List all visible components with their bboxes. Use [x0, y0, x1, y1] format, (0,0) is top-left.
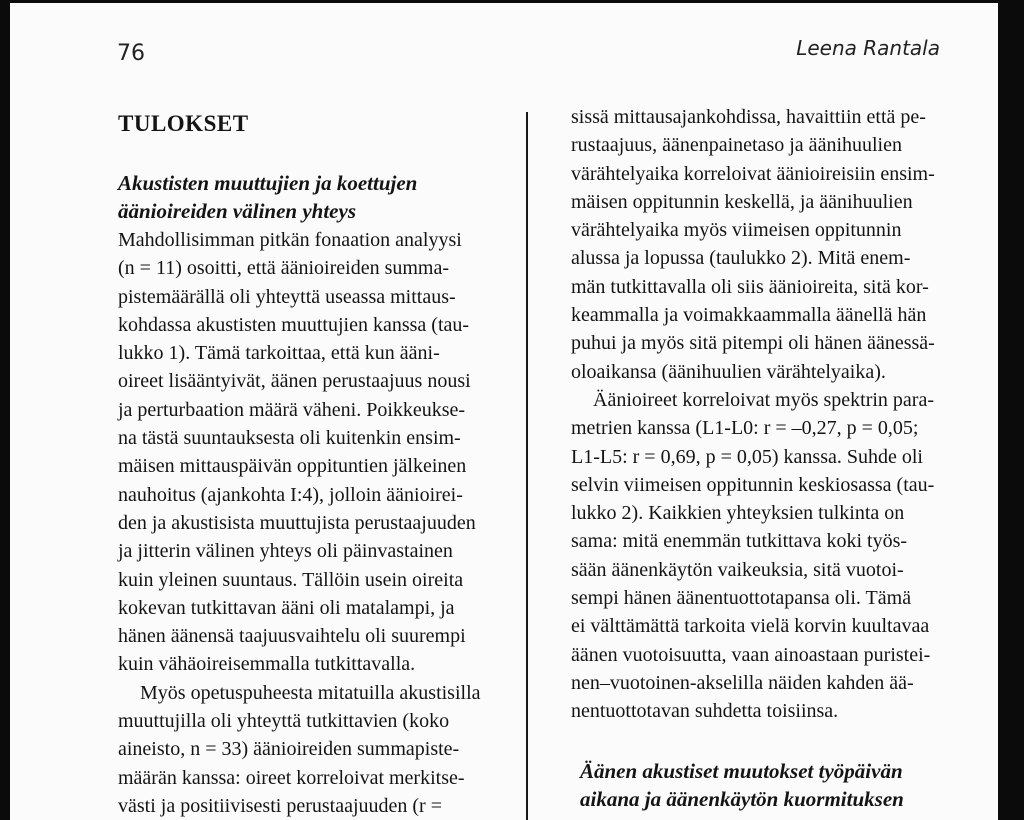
text-line: mäisen oppitunnin keskellä, ja äänihuulien	[571, 190, 913, 213]
subheading-right	[580, 756, 960, 813]
running-head-author: Leena Rantala	[796, 36, 940, 60]
text-line: Äänioireet korreloivat myös spektrin para-	[593, 388, 934, 411]
text-line: selvin viimeisen oppitunnin keskiosassa (tau-	[571, 473, 935, 496]
text-line: aineisto, n = 33) äänioireiden summapiste-	[118, 738, 460, 761]
text-line: nen–vuotoinen-akselilla näiden kahden ää-	[571, 671, 914, 694]
right-column-text	[571, 103, 944, 726]
text-line: kohdassa akustisten muuttujien kanssa (tau-	[118, 313, 470, 336]
text-line: ja jitterin välinen yhteys oli päinvastainen	[118, 540, 453, 563]
text-line: puhui ja myös sitä pitempi oli hänen äänessä-	[571, 332, 935, 355]
subheading-line: Akustisten muuttujien ja koettujen	[118, 171, 418, 195]
text-line: lukko 2). Kaikkien yhteyksien tulkinta on	[571, 502, 905, 525]
text-line: värähtelyaika korreloivat äänioireisiin ensim-	[571, 162, 935, 185]
page-number: 76	[117, 41, 145, 66]
text-line: den ja akustisista muuttujista perustaajuuden	[118, 511, 476, 534]
text-line: Myös opetuspuheesta mitatuilla akustisilla	[140, 681, 481, 704]
text-line: sempi hänen äänentuottotapansa oli. Tämä	[571, 587, 912, 610]
subheading-line: Äänen akustiset muutokset työpäivän	[580, 759, 903, 783]
text-line: pistemäärällä oli yhteyttä useassa mittaus-	[118, 285, 456, 308]
text-line: sama: mitä enemmän tutkittava koki työs-	[571, 530, 908, 553]
text-line: hänen äänensä taajuusvaihtelu oli suurempi	[118, 625, 466, 648]
text-line: L1-L5: r = 0,69, p = 0,05) kanssa. Suhde oli	[571, 445, 923, 468]
text-line: lukko 1). Tämä tarkoittaa, että kun ääni-	[118, 342, 440, 365]
text-line: oloaikansa (äänihuulien värähtelyaika).	[571, 360, 886, 383]
scan-edge-left	[0, 0, 10, 820]
text-line: rustaajuus, äänenpainetaso ja äänihuulien	[571, 134, 902, 157]
column-divider	[526, 112, 528, 820]
text-line: oireet lisääntyivät, äänen perustaajuus nousi	[118, 370, 471, 393]
text-line: ei välttämättä tarkoita vielä korvin kuultavaa	[571, 615, 930, 638]
text-line: kuin yleinen suuntaus. Tällöin usein oireita	[118, 568, 464, 591]
text-line: ja perturbaation määrä väheni. Poikkeukse-	[118, 398, 466, 421]
subheading-left	[118, 168, 518, 225]
text-line: keammalla ja voimakkaammalla äänellä hän	[571, 304, 927, 327]
text-line: mäisen mittauspäivän oppituntien jälkeinen	[118, 455, 467, 478]
subheading-line: aikana ja äänenkäytön kuormituksen	[580, 787, 904, 812]
left-column-text	[118, 226, 490, 820]
text-line: määrän kanssa: oireet korreloivat merkitse-	[118, 766, 465, 789]
subheading-line: äänioireiden välinen yhteys	[118, 199, 356, 224]
text-line: nentuottotavan suhdetta toisiinsa.	[571, 700, 839, 723]
text-line: män tutkittavalla oli siis äänioireita, sitä kor-	[571, 275, 929, 298]
text-line: nauhoitus (ajankohta I:4), jolloin äänioirei-	[118, 483, 463, 506]
text-line: na tästä suuntauksesta oli kuitenkin ensim-	[118, 427, 461, 450]
text-line: sään äänenkäytön vaikeuksia, sitä vuotoi-	[571, 558, 904, 581]
scan-edge-top	[0, 0, 1024, 3]
text-line: alussa ja lopussa (taulukko 2). Mitä enem-	[571, 247, 911, 270]
text-line: västi ja positiivisesti perustaajuuden (r =	[118, 794, 442, 817]
text-line: metrien kanssa (L1-L0: r = –0,27, p = 0,05;	[571, 417, 919, 440]
text-line: värähtelyaika myös viimeisen oppitunnin	[571, 219, 902, 242]
text-line: äänen vuotoisuutta, vaan ainoastaan puristei-	[571, 643, 931, 666]
text-line: kokevan tutkittavan ääni oli matalampi, ja	[118, 596, 455, 619]
text-line: Mahdollisimman pitkän fonaation analyysi	[118, 229, 462, 251]
text-line: sissä mittausajankohdissa, havaittiin että pe-	[571, 106, 926, 128]
scan-edge-right	[998, 0, 1024, 820]
text-line: kuin vähäoireisemmalla tutkittavalla.	[118, 653, 416, 676]
text-line: (n = 11) osoitti, että äänioireiden summa-	[118, 257, 450, 280]
section-heading: TULOKSET	[118, 111, 249, 136]
text-line: muuttujilla oli yhteyttä tutkittavien (koko	[118, 710, 450, 733]
